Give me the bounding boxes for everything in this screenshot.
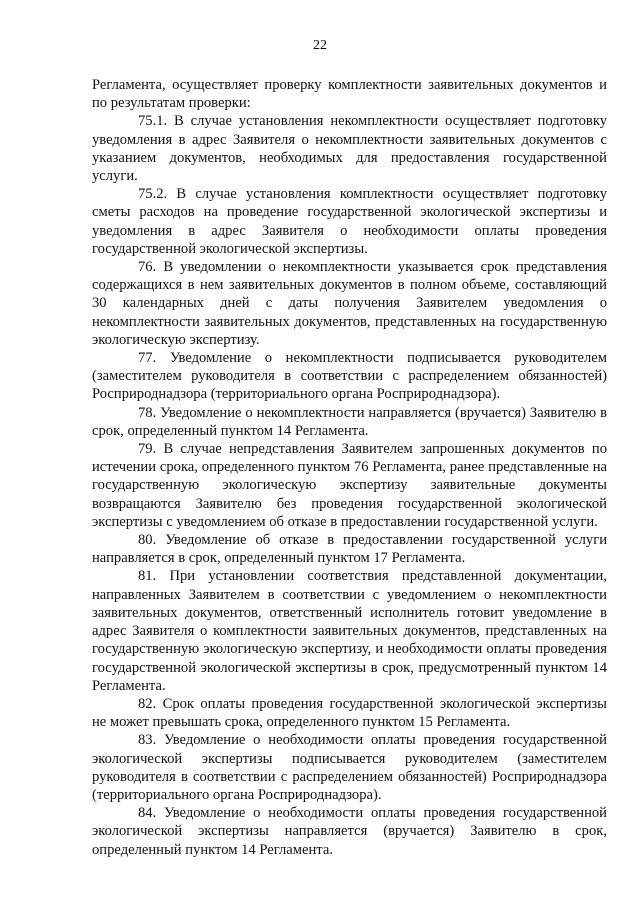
paragraph: 82. Срок оплаты проведения государственной экологической экспертизы не может превышать срока, определенного пунктом 15 Регламента.: [92, 695, 607, 731]
paragraph: 77. Уведомление о некомплектности подписывается руководителем (заместителем руководителя в соответствии с распределением обязанностей) Росприроднадзора (территориального органа Росприроднадзора).: [92, 350, 607, 403]
page-number: 22: [313, 38, 327, 53]
paragraph: 83. Уведомление о необходимости оплаты проведения государственной экологической экспертизы подписывается руководителем (заместителем руководителя в соответствии с распределением обязанностей) Росприроднадзора (территориального органа Росприроднадзора).: [92, 732, 607, 803]
paragraph: 80. Уведомление об отказе в предоставлении государственной услуги направляется в срок, определенный пунктом 17 Регламента.: [92, 532, 607, 567]
paragraph: 78. Уведомление о некомплектности направляется (вручается) Заявителю в срок, определенный пунктом 14 Регламента.: [92, 404, 607, 439]
document-body: [92, 76, 607, 859]
paragraph: 79. В случае непредставления Заявителем запрошенных документов по истечении срока, определенного пунктом 76 Регламента, ранее представленные на государственную экологическую экспертизу заявительные документы возвращаются Заявителю без проведения государственной экологической экспертизы с уведомлением об отказе в предоставлении государственной услуги.: [92, 441, 607, 530]
paragraph: 75.2. В случае установления комплектности осуществляет подготовку сметы расходов на проведение государственной экологической экспертизы и уведомления в адрес Заявителя о необходимости оплаты проведения государственной экологической экспертизы.: [92, 186, 607, 257]
paragraph: 76. В уведомлении о некомплектности указывается срок представления содержащихся в нем заявительных документов в полном объеме, составляющий 30 календарных дней с даты получения Заявителем уведомления о некомплектности заявительных документов, представленных на государственную экологическую экспертизу.: [92, 259, 607, 348]
paragraph: 75.1. В случае установления некомплектности осуществляет подготовку уведомления в адрес Заявителя о некомплектности заявительных документов с указанием документов, необходимых для предоставления государственной услуги.: [92, 113, 607, 185]
paragraph: Регламента, осуществляет проверку комплектности заявительных документов и по результатам проверки:: [92, 77, 607, 112]
paragraph: 84. Уведомление о необходимости оплаты проведения государственной экологической экспертизы направляется (вручается) Заявителю в срок, определенный пунктом 14 Регламента.: [92, 805, 607, 858]
paragraph: 81. При установлении соответствия представленной документации, направленных Заявителем в соответствии с уведомлением о некомплектности заявительных документов, ответственный исполнитель готовит уведомление в адрес Заявителя о комплектности заявительных документов, представленных на государственную экологическую экспертизу, и необходимости оплаты проведения государственной экологической экспертизы в срок, предусмотренный пунктом 14 Регламента.: [92, 568, 607, 694]
